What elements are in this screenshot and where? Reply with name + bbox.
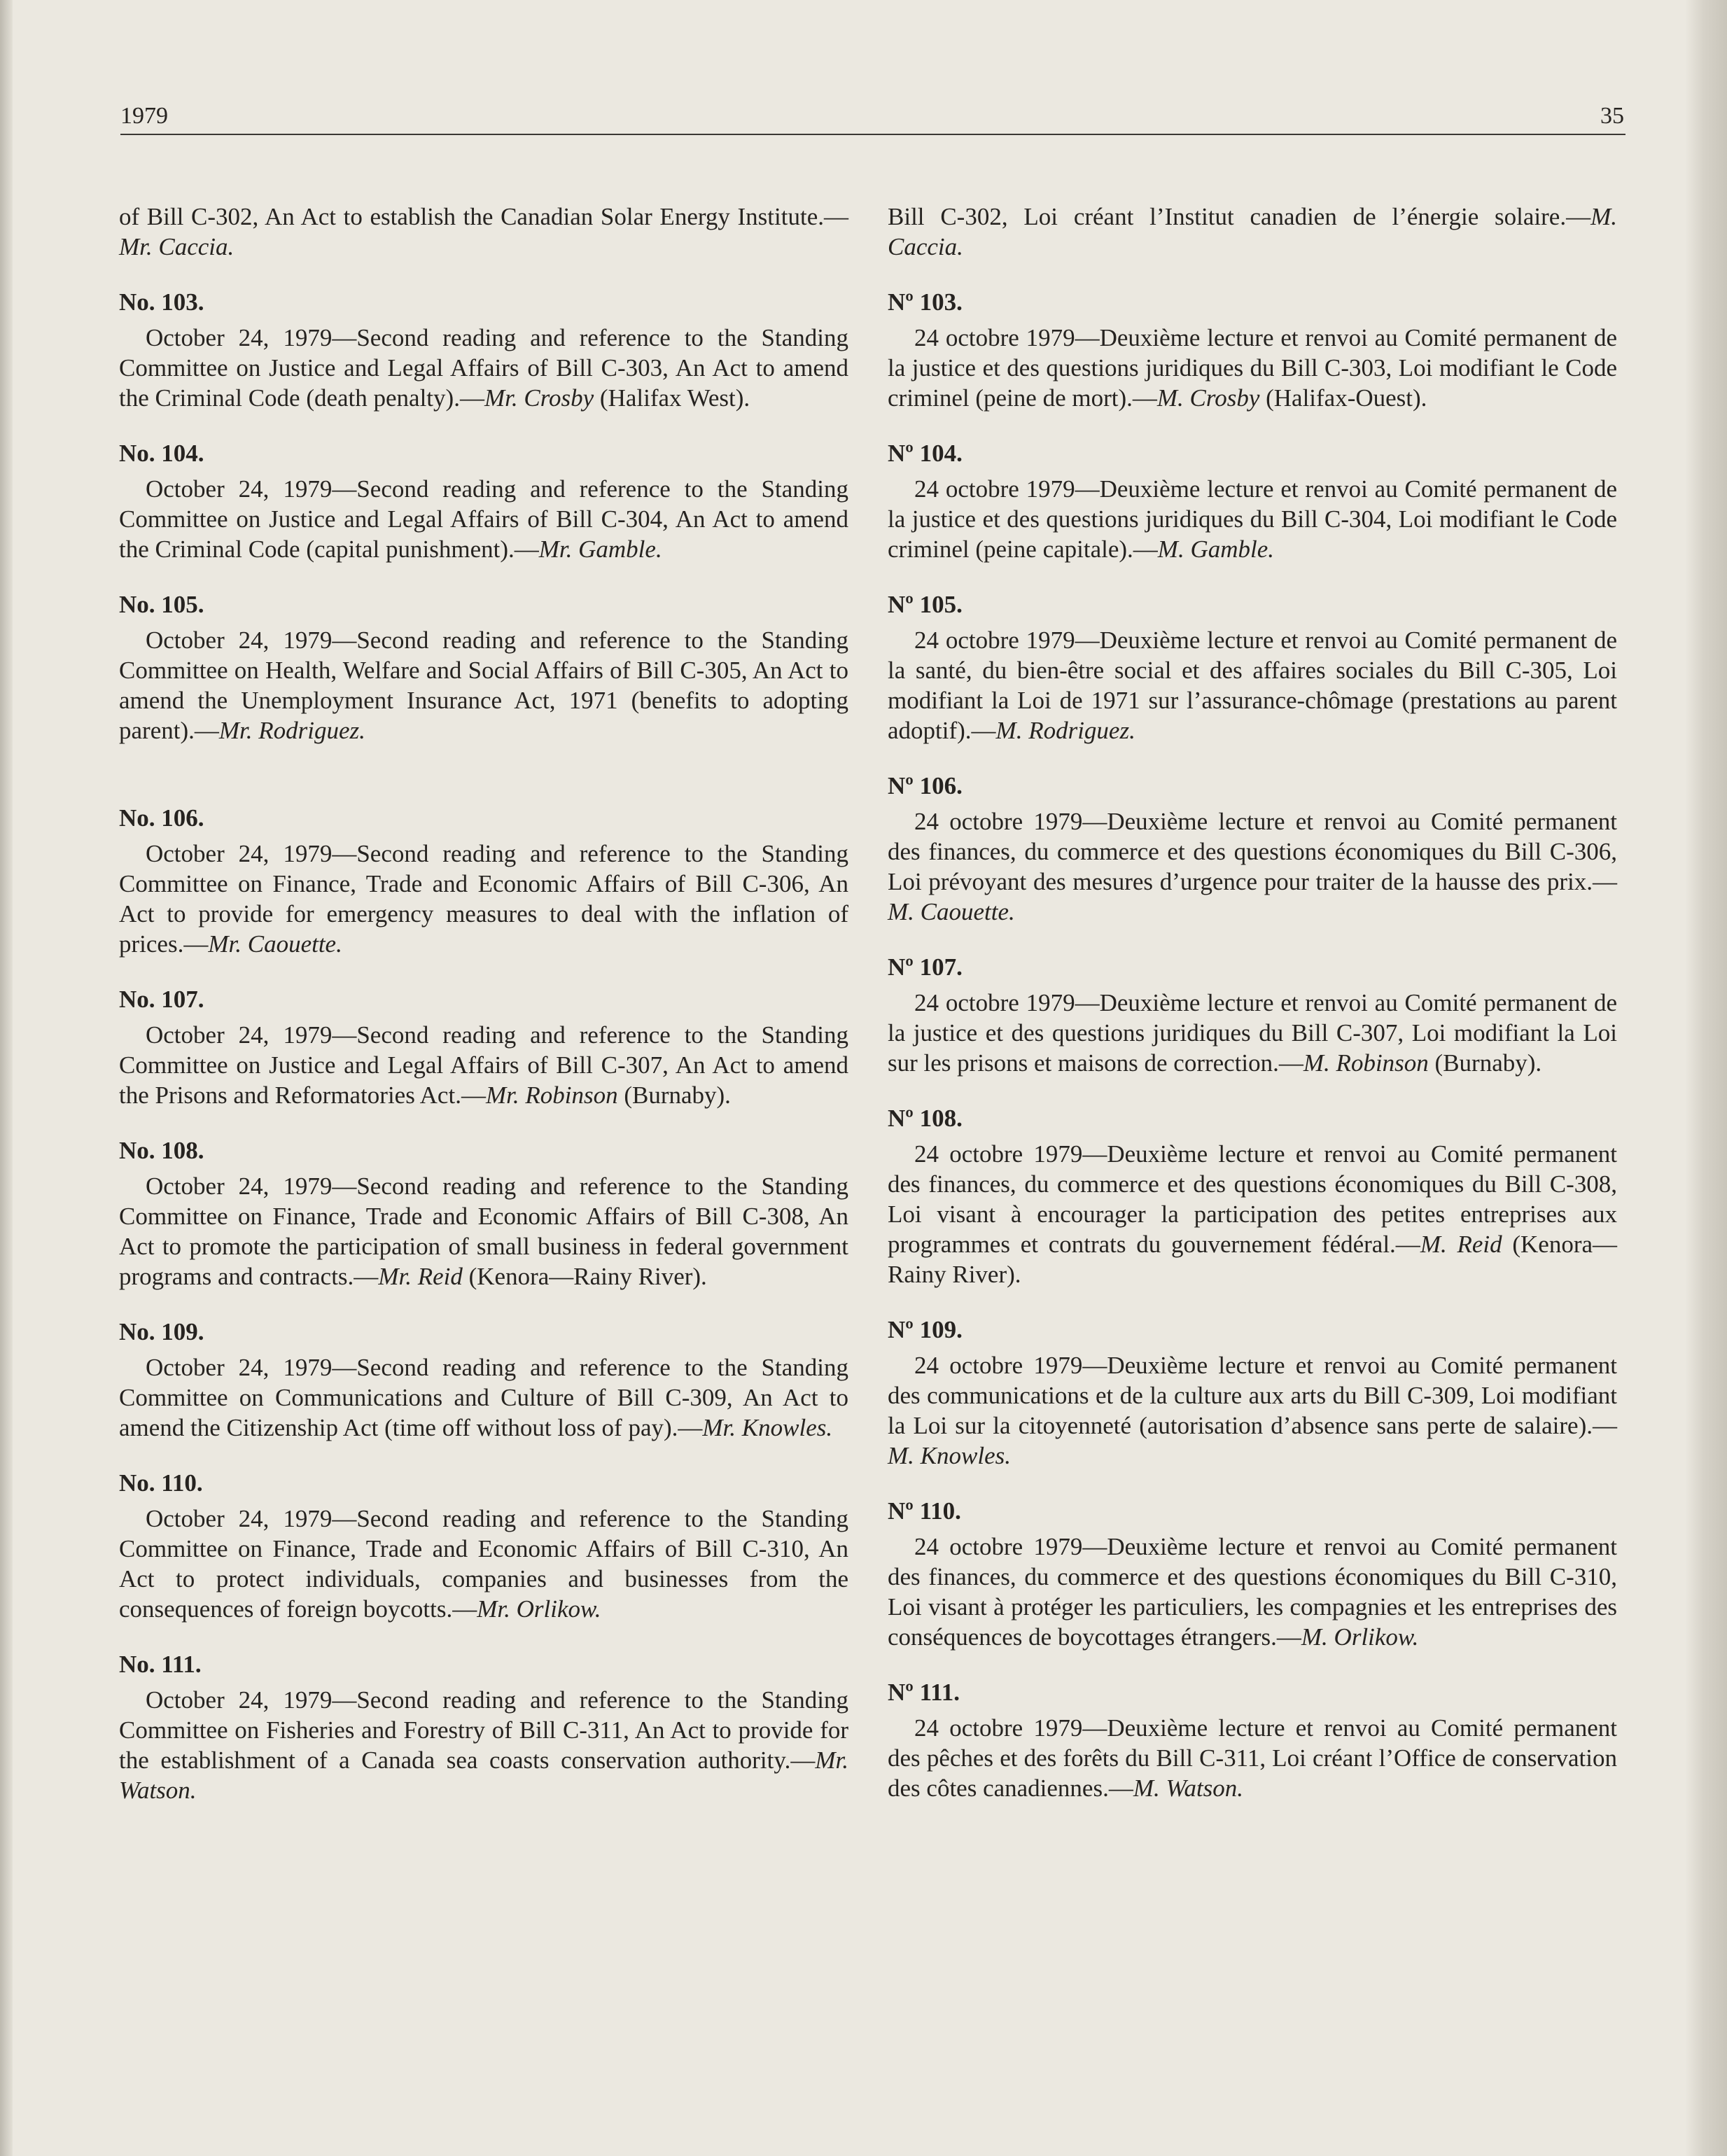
continuation-entry <box>888 202 1617 262</box>
entry-number: No. 105. <box>119 591 204 618</box>
entry-text: Bill C-302, Loi créant l’Institut canadien de l’énergie solaire.—M. Caccia. <box>888 203 1617 260</box>
entry-number: No. 106. <box>119 804 204 832</box>
entry-105 <box>119 589 848 746</box>
entry-number: Nº 111. <box>888 1679 960 1706</box>
entry-text: October 24, 1979—Second reading and reference to the Standing Committee on Justice and Legal Affairs of Bill C-303, An Act to amend the Criminal Code (death penalty).—Mr. Crosby (Halifax West). <box>119 324 848 412</box>
entry-111 <box>888 1677 1617 1803</box>
entry-number: No. 103. <box>119 288 204 316</box>
entry-text: October 24, 1979—Second reading and reference to the Standing Committee on Fisheries and Forestry of Bill C-311, An Act to provide for the establishment of a Canada sea coasts conservation authority.—Mr. Watson. <box>119 1686 848 1804</box>
entry-104 <box>888 438 1617 564</box>
entry-number: Nº 104. <box>888 440 963 467</box>
entry-109 <box>888 1315 1617 1471</box>
english-column <box>119 202 848 1830</box>
entry-number: Nº 105. <box>888 591 963 618</box>
page-edge-left <box>0 0 13 2156</box>
entry-text: of Bill C-302, An Act to establish the Canadian Solar Energy Institute.—Mr. Caccia. <box>119 203 848 260</box>
entry-text: 24 octobre 1979—Deuxième lecture et renvoi au Comité permanent de la justice et des questions juridiques du Bill C-303, Loi modifiant le Code criminel (peine de mort).—M. Crosby (Halifax-Ouest). <box>888 324 1617 412</box>
entry-109 <box>119 1317 848 1443</box>
entry-107 <box>119 984 848 1110</box>
entry-104 <box>119 438 848 564</box>
entry-110 <box>119 1468 848 1624</box>
header-year: 1979 <box>120 103 168 129</box>
entry-110 <box>888 1496 1617 1652</box>
entry-text: October 24, 1979—Second reading and reference to the Standing Committee on Justice and Legal Affairs of Bill C-304, An Act to amend the Criminal Code (capital punishment).—Mr. Gamble. <box>119 475 848 563</box>
entry-text: 24 octobre 1979—Deuxième lecture et renvoi au Comité permanent des finances, du commerce et des questions économiques du Bill C-308, Loi visant à encourager la participation des petites entreprises aux programmes et contrats du gouvernement fédéral.—M. Reid (Kenora—Rainy River). <box>888 1140 1618 1288</box>
entry-text: 24 octobre 1979—Deuxième lecture et renvoi au Comité permanent des finances, du commerce et des questions économiques du Bill C-310, Loi visant à protéger les particuliers, les compagnies et les entreprises des conséquences de boycottages étrangers.—M. Orlikow. <box>888 1533 1617 1651</box>
entry-number: Nº 107. <box>888 953 963 981</box>
french-column <box>888 202 1617 1828</box>
page-header <box>120 98 1624 134</box>
entry-text: 24 octobre 1979—Deuxième lecture et renvoi au Comité permanent de la justice et des questions juridiques du Bill C-304, Loi modifiant le Code criminel (peine capitale).—M. Gamble. <box>888 475 1617 563</box>
entry-number: No. 111. <box>119 1651 202 1678</box>
entry-number: No. 104. <box>119 440 204 467</box>
entry-text: October 24, 1979—Second reading and reference to the Standing Committee on Finance, Trade and Economic Affairs of Bill C-306, An Act to provide for emergency measures to deal with the inflation of prices.—Mr. Caouette. <box>119 840 848 958</box>
entry-text: 24 octobre 1979—Deuxième lecture et renvoi au Comité permanent de la santé, du bien-être social et des affaires sociales du Bill C-305, Loi modifiant la Loi de 1971 sur l’assurance-chômage (prestations au parent adoptif).—M. Rodriguez. <box>888 626 1617 744</box>
header-page-number: 35 <box>1600 103 1624 129</box>
entry-number: No. 109. <box>119 1318 204 1345</box>
entry-number: Nº 106. <box>888 772 963 799</box>
header-rule <box>120 134 1625 135</box>
entry-107 <box>888 952 1617 1078</box>
entry-text: 24 octobre 1979—Deuxième lecture et renvoi au Comité permanent de la justice et des questions juridiques du Bill C-307, Loi modifiant la Loi sur les prisons et maisons de correction.—M. Robinson (Burnaby). <box>888 989 1617 1077</box>
entry-text: October 24, 1979—Second reading and reference to the Standing Committee on Communications and Culture of Bill C-309, An Act to amend the Citizenship Act (time off without loss of pay).—Mr. Knowles. <box>119 1354 848 1441</box>
page-edge-right <box>1685 0 1727 2156</box>
entry-103 <box>119 287 848 413</box>
entry-number: No. 107. <box>119 986 204 1013</box>
entry-number: No. 110. <box>119 1469 203 1497</box>
spacer <box>119 771 848 803</box>
entry-text: October 24, 1979—Second reading and reference to the Standing Committee on Health, Welfare and Social Affairs of Bill C-305, An Act to amend the Unemployment Insurance Act, 1971 (benefits to adopting parent).—Mr. Rodriguez. <box>119 626 848 744</box>
entry-text: 24 octobre 1979—Deuxième lecture et renvoi au Comité permanent des communications et de la culture aux arts du Bill C-309, Loi modifiant la Loi sur la citoyenneté (autorisation d’absence sans perte de salaire).—M. Knowles. <box>888 1352 1617 1469</box>
entry-number: Nº 108. <box>888 1105 963 1132</box>
continuation-entry <box>119 202 848 262</box>
entry-number: Nº 109. <box>888 1316 963 1343</box>
entry-number: Nº 110. <box>888 1497 961 1525</box>
entry-105 <box>888 589 1617 746</box>
entry-text: October 24, 1979—Second reading and reference to the Standing Committee on Finance, Trade and Economic Affairs of Bill C-308, An Act to promote the participation of small business in federal government programs and contracts.—Mr. Reid (Kenora—Rainy River). <box>119 1172 848 1290</box>
entry-106 <box>888 771 1617 927</box>
entry-108 <box>119 1135 848 1292</box>
entry-103 <box>888 287 1617 413</box>
entry-108 <box>888 1103 1617 1289</box>
entry-106 <box>119 803 848 959</box>
entry-111 <box>119 1649 848 1805</box>
entry-number: No. 108. <box>119 1137 204 1164</box>
entry-text: 24 octobre 1979—Deuxième lecture et renvoi au Comité permanent des pêches et des forêts du Bill C-311, Loi créant l’Office de conservation des côtes canadiennes.—M. Watson. <box>888 1714 1617 1802</box>
entry-text: October 24, 1979—Second reading and reference to the Standing Committee on Finance, Trade and Economic Affairs of Bill C-310, An Act to protect individuals, companies and businesses from the consequences of foreign boycotts.—Mr. Orlikow. <box>119 1505 848 1623</box>
entry-number: Nº 103. <box>888 288 963 316</box>
entry-text: October 24, 1979—Second reading and reference to the Standing Committee on Justice and Legal Affairs of Bill C-307, An Act to amend the Prisons and Reformatories Act.—Mr. Robinson (Burnaby). <box>119 1021 848 1109</box>
entry-text: 24 octobre 1979—Deuxième lecture et renvoi au Comité permanent des finances, du commerce et des questions économiques du Bill C-306, Loi prévoyant des mesures d’urgence pour traiter de la hausse des prix.—M. Caouette. <box>888 808 1617 925</box>
